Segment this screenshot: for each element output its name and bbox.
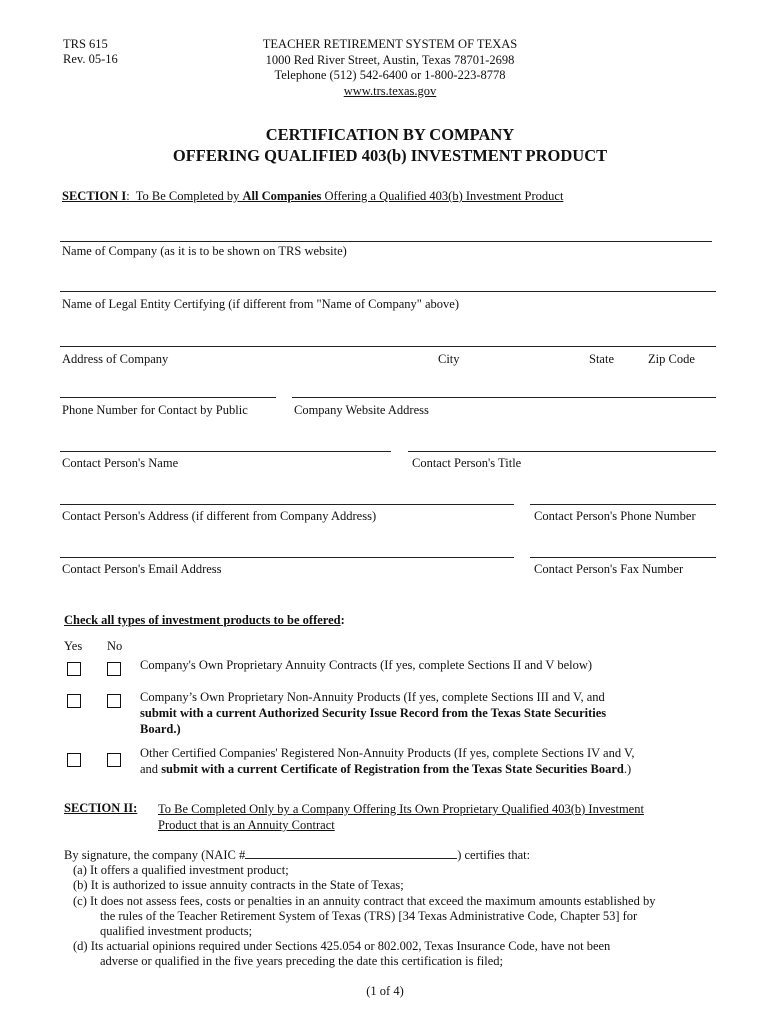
agency-header xyxy=(190,37,590,99)
address-field[interactable] xyxy=(60,346,716,347)
agency-telephone: Telephone (512) 542-6400 or 1-800-223-8778 xyxy=(274,68,506,82)
certify-intro xyxy=(64,847,655,863)
other-companies-no-checkbox[interactable] xyxy=(107,753,121,767)
section-2-body xyxy=(64,847,655,970)
product-item-annuity xyxy=(140,658,592,673)
clause-d-line-2: adverse or qualified in the five years preceding the date this certification is filed; xyxy=(100,954,503,969)
zip-code-label: Zip Code xyxy=(648,352,695,366)
no-column-label: No xyxy=(107,639,123,653)
contact-title-label: Contact Person's Title xyxy=(412,456,522,470)
section-1-heading xyxy=(62,189,563,204)
product-other-line-2 xyxy=(140,761,635,777)
section-1-bold: All Companies xyxy=(242,189,322,203)
revision-date: Rev. 05-16 xyxy=(63,52,118,66)
section-2-title-line-2: Product that is an Annuity Contract xyxy=(158,818,335,832)
title-line-1: CERTIFICATION BY COMPANY xyxy=(265,125,515,144)
product-item-other-companies xyxy=(140,745,635,777)
agency-name: TEACHER RETIREMENT SYSTEM OF TEXAS xyxy=(262,37,518,51)
contact-email-label: Contact Person's Email Address xyxy=(62,562,222,576)
agency-address: 1000 Red River Street, Austin, Texas 78701-2698 xyxy=(265,52,515,67)
contact-phone-field[interactable] xyxy=(530,504,716,505)
naic-number-field[interactable] xyxy=(245,847,457,859)
contact-title-field[interactable] xyxy=(408,451,716,452)
section-2-title-line-1: To Be Completed Only by a Company Offering Its Own Proprietary Qualified 403(b) Investment xyxy=(158,802,644,816)
legal-entity-label: Name of Legal Entity Certifying (if different from "Name of Company" above) xyxy=(62,297,460,311)
clause-d-line-1: (d) Its actuarial opinions required under Sections 425.054 or 802.002, Texas Insurance Code, have not been xyxy=(73,939,611,954)
title-line-2: OFFERING QUALIFIED 403(b) INVESTMENT PRODUCT xyxy=(172,146,608,165)
section-2-title xyxy=(158,801,644,833)
form-title xyxy=(0,124,770,166)
agency-website-link[interactable]: www.trs.texas.gov xyxy=(343,83,437,98)
product-non-annuity-line-3: Board.) xyxy=(140,722,181,736)
legal-entity-field[interactable] xyxy=(60,291,716,292)
form-number: TRS 615 xyxy=(63,37,108,51)
contact-fax-field[interactable] xyxy=(530,557,716,558)
section-2-label: SECTION II: xyxy=(64,801,138,815)
products-heading-colon: : xyxy=(340,613,345,627)
city-label: City xyxy=(438,352,460,366)
certify-intro-b: ) certifies that: xyxy=(457,848,531,862)
annuity-yes-checkbox[interactable] xyxy=(67,662,81,676)
clause-c-line-3: qualified investment products; xyxy=(100,924,253,939)
product-non-annuity-line-2: submit with a current Authorized Security Issue Record from the Texas State Securities xyxy=(140,706,607,720)
state-label: State xyxy=(589,352,614,366)
contact-phone-label: Contact Person's Phone Number xyxy=(534,509,696,523)
non-annuity-no-checkbox[interactable] xyxy=(107,694,121,708)
product-item-non-annuity xyxy=(140,689,606,737)
address-label: Address of Company xyxy=(62,352,169,366)
contact-email-field[interactable] xyxy=(60,557,514,558)
clause-b: (b) It is authorized to issue annuity contracts in the State of Texas; xyxy=(73,878,404,893)
product-other-line-1: Other Certified Companies' Registered Non-Annuity Products (If yes, complete Sections IV and V, xyxy=(140,746,635,760)
product-annuity-text: Company's Own Proprietary Annuity Contracts (If yes, complete Sections II and V below) xyxy=(140,658,593,672)
clause-a: (a) It offers a qualified investment product; xyxy=(73,863,289,878)
company-name-field[interactable] xyxy=(60,241,712,242)
website-label: Company Website Address xyxy=(294,403,429,417)
product-other-line-2-pre: and xyxy=(140,762,162,776)
annuity-no-checkbox[interactable] xyxy=(107,662,121,676)
website-field[interactable] xyxy=(292,397,716,398)
section-1-colon: : xyxy=(126,189,130,203)
contact-name-field[interactable] xyxy=(60,451,391,452)
contact-address-label: Contact Person's Address (if different from Company Address) xyxy=(62,509,377,523)
company-name-label: Name of Company (as it is to be shown on TRS website) xyxy=(62,244,347,258)
products-heading-text: Check all types of investment products to be offered xyxy=(64,613,341,627)
clause-c-line-2: the rules of the Teacher Retirement System of Texas (TRS) [34 Texas Administrative Code, Chapter 53] for xyxy=(100,908,638,923)
public-phone-field[interactable] xyxy=(60,397,276,398)
public-phone-label: Phone Number for Contact by Public xyxy=(62,403,248,417)
section-1-text-a: To Be Completed by xyxy=(129,189,243,203)
non-annuity-yes-checkbox[interactable] xyxy=(67,694,81,708)
section-1-label: SECTION I xyxy=(62,189,127,203)
product-other-line-2-post: .) xyxy=(623,762,632,776)
contact-name-label: Contact Person's Name xyxy=(62,456,179,470)
page-number: (1 of 4) xyxy=(366,984,404,998)
section-1-text-b: Offering a Qualified 403(b) Investment Product xyxy=(321,189,564,203)
contact-fax-label: Contact Person's Fax Number xyxy=(534,562,684,576)
other-companies-yes-checkbox[interactable] xyxy=(67,753,81,767)
yes-column-label: Yes xyxy=(64,639,83,653)
clause-c-line-1: (c) It does not assess fees, costs or penalties in an annuity contract that exceed the maximum amounts established by xyxy=(73,893,656,908)
product-other-line-2-bold: submit with a current Certificate of Registration from the Texas State Securities Board xyxy=(161,762,624,776)
products-heading xyxy=(64,613,345,628)
certify-intro-a: By signature, the company (NAIC # xyxy=(64,848,246,862)
contact-address-field[interactable] xyxy=(60,504,514,505)
product-non-annuity-line-1: Company’s Own Proprietary Non-Annuity Products (If yes, complete Sections III and V, and xyxy=(140,690,605,704)
